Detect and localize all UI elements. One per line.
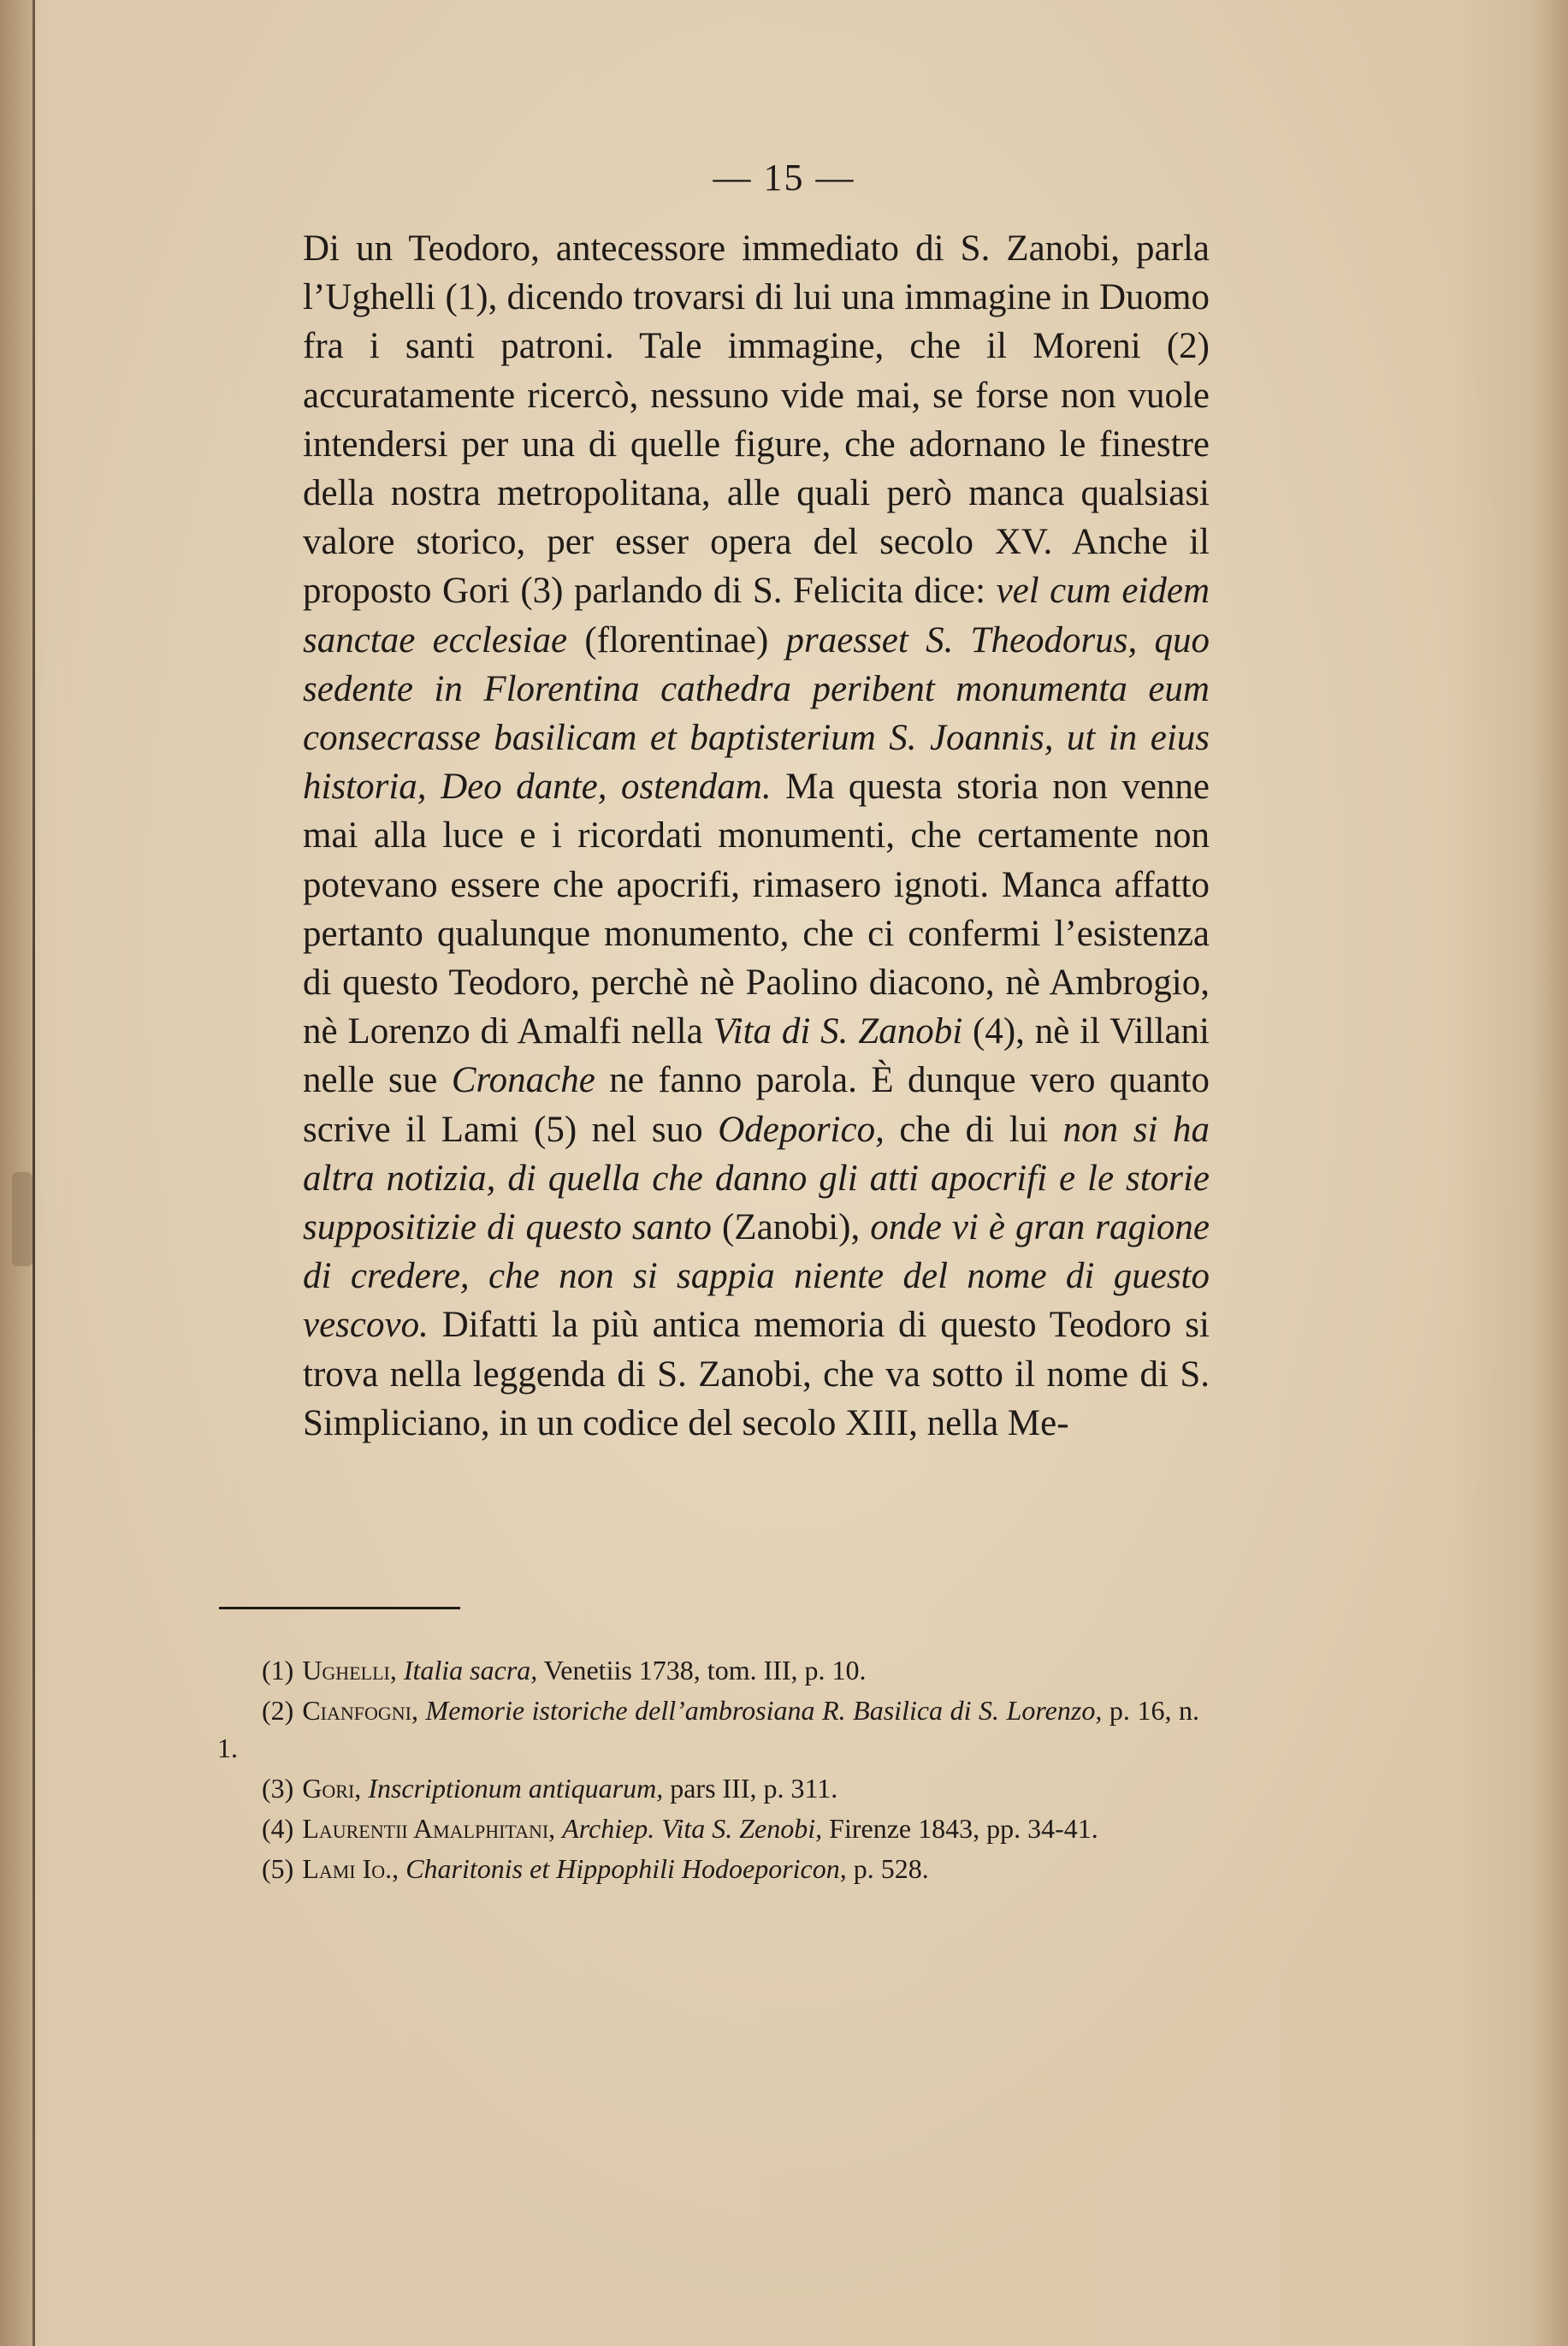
footnote-separator [219, 1607, 460, 1609]
footnote-3 [217, 1769, 1199, 1807]
body-paragraph [217, 224, 1210, 1448]
footnote-author: Gori, [302, 1773, 362, 1804]
footnote-number: (4) [262, 1813, 294, 1844]
footnote-citation: pars III, p. 311. [663, 1773, 838, 1804]
footnote-title: Memorie istoriche dell’ambrosiana R. Basilica di S. Lorenzo, [425, 1695, 1103, 1726]
footnote-4 [217, 1810, 1199, 1847]
body-italic-run: Odeporico, [718, 1109, 885, 1150]
footnote-title: Archiep. Vita S. Zenobi, [562, 1813, 823, 1844]
body-italic-run: vel cum eidem sanctae ecclesiae [303, 571, 1210, 661]
footnote-5 [217, 1850, 1199, 1887]
binding-stitch [12, 1172, 33, 1266]
footnote-number: (3) [262, 1773, 294, 1804]
footnote-title: Italia sacra, [403, 1655, 538, 1685]
footnotes [217, 1651, 1199, 1890]
footnote-author: Lami Io., [302, 1853, 399, 1884]
footnote-author: Ughelli, [302, 1655, 397, 1685]
footnote-number: (1) [262, 1655, 294, 1685]
binding-fold [33, 0, 35, 2346]
body-text-run: (Zanobi), [712, 1207, 871, 1248]
body-text-run: ne fanno parola. È dunque vero quanto scrive il Lami (5) nel suo [303, 1060, 1210, 1150]
footnote-citation: Venetiis 1738, tom. III, p. 10. [537, 1655, 867, 1685]
body-text-run: Di un Teodoro, antecessore immediato di S. Zanobi, parla l’Ughelli (1), dicendo trovarsi di lui una immagine in Duomo fra i santi patroni. Tale immagine, che il Moreni (2) accuratamente ricercò, nessuno vide mai, se forse non vuole intendersi per una di quelle figure, che adornano le finestre della nostra metropolitana, alle quali però manca qualsiasi valore storico, per esser opera del secolo XV. Anche il proposto Gori (3) parlando di S. Felicita dice: [303, 228, 1210, 612]
body-text-run: Ma questa storia non venne mai alla luce e i ricordati monumenti, che certamente non potevano essere che apocrifi, rimasero ignoti. Manca affatto pertanto qualunque monumento, che ci confermi l’esistenza di questo Teodoro, perchè nè Paolino diacono, nè Ambrogio, nè Lorenzo di Amalfi nella [303, 767, 1210, 1052]
body-italic-run: Vita di S. Zanobi [713, 1011, 963, 1052]
body-text-run: che di lui [884, 1109, 1063, 1150]
footnote-author: Cianfogni, [302, 1695, 418, 1726]
footnote-number: (5) [262, 1853, 294, 1884]
footnote-title: Charitonis et Hippophili Hodoeporicon, [405, 1853, 847, 1884]
body-italic-run: non si ha altra notizia, di quella che danno gli atti apocrifi e le storie suppositizie di questo santo [303, 1109, 1210, 1248]
footnote-title: Inscriptionum antiquarum, [368, 1773, 664, 1804]
body-italic-run: Cronache [451, 1060, 595, 1101]
footnote-1 [217, 1651, 1199, 1689]
footnote-2 [217, 1691, 1199, 1767]
footnote-author: Laurentii Amalphitani, [302, 1813, 556, 1844]
footnote-citation: p. 16, n. 1. [217, 1695, 1200, 1763]
body-italic-run: praesset S. Theodorus, quo sedente in Florentina cathedra peribent monumenta eum consecrasse basilicam et baptisterium S. Joannis, ut in eius historia, Deo dante, ostendam. [303, 619, 1210, 808]
body-text-run: (4), nè il Villani nelle sue [303, 1011, 1210, 1101]
page-number: — 15 — [713, 157, 855, 198]
footnote-number: (2) [262, 1695, 294, 1726]
body-italic-run: onde vi è gran ragione di credere, che non si sappia niente del nome di guesto vescovo. [303, 1207, 1210, 1346]
footnote-citation: p. 528. [846, 1853, 929, 1884]
body-text-run: Difatti la più antica memoria di questo Teodoro si trova nella leggenda di S. Zanobi, che va sotto il nome di S. Simpliciano, in un codice del secolo XIII, nella Me- [303, 1305, 1210, 1443]
body-text-run: (florentinae) [567, 619, 786, 661]
footnote-citation: Firenze 1843, pp. 34-41. [822, 1813, 1098, 1844]
